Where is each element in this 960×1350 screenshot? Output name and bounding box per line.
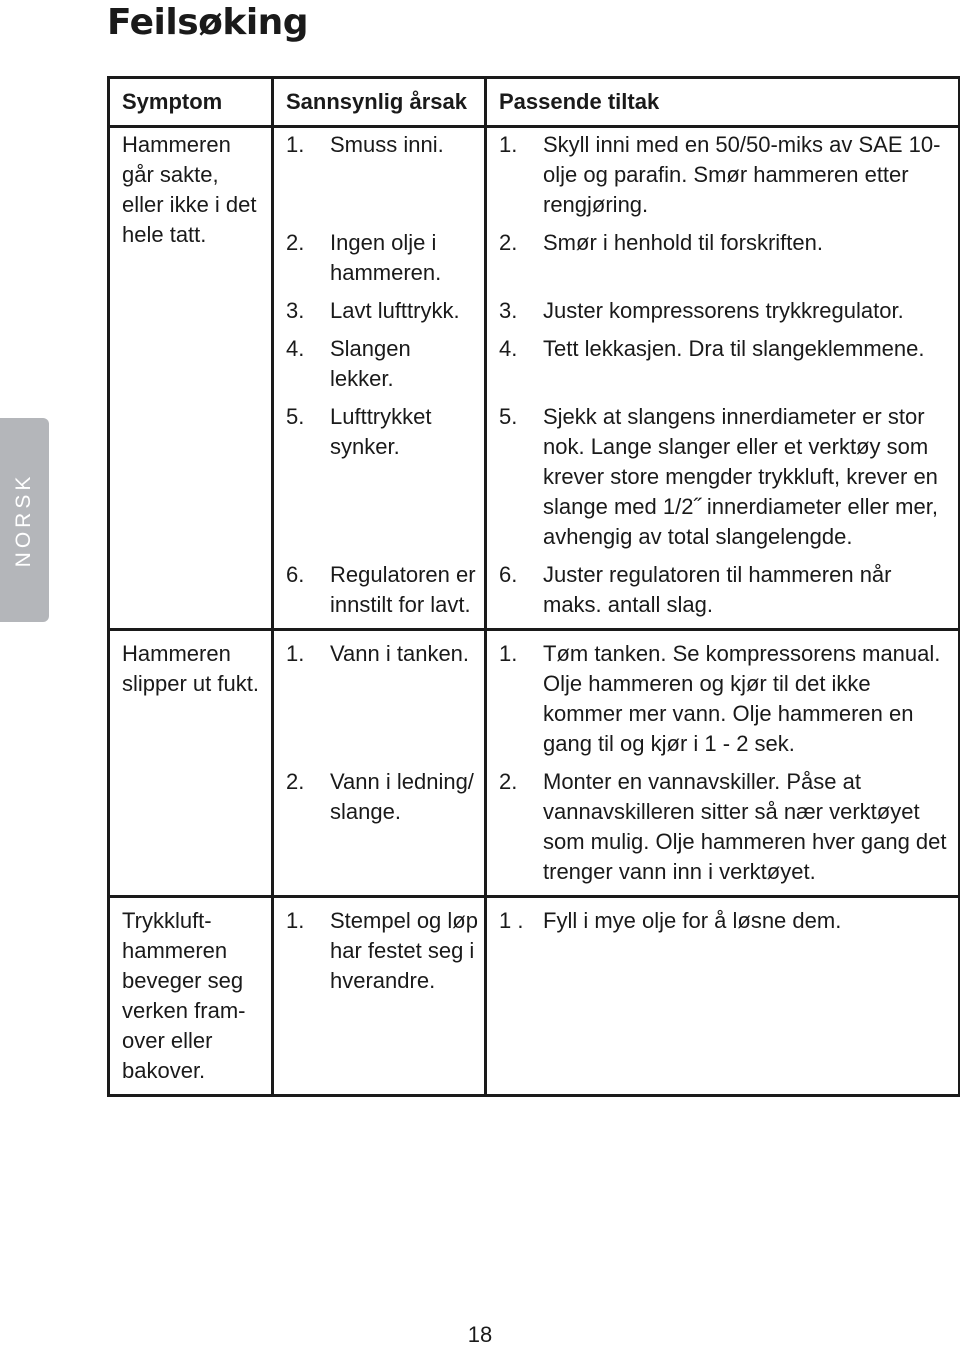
- cause-text: Ingen olje i hammeren.: [330, 230, 442, 285]
- cause-number: 3.: [286, 298, 305, 323]
- action-number: 4.: [499, 336, 518, 361]
- action-cell: [486, 552, 960, 630]
- cause-text: Lufttrykket synker.: [330, 404, 432, 459]
- cause-cell: [273, 897, 486, 1096]
- page-number: 18: [467, 1322, 493, 1347]
- action-cell: [486, 759, 960, 897]
- troubleshooting-table: [107, 76, 960, 1097]
- cause-cell: [273, 630, 486, 760]
- action-text: Skyll inni med en 50/50-miks av SAE 10-olje og parafin. Smør hammeren etter rengjøring.: [543, 132, 941, 217]
- action-number: 2.: [499, 769, 518, 794]
- action-cell: [486, 897, 960, 1096]
- action-cell: [486, 288, 960, 326]
- cause-cell: [273, 288, 486, 326]
- cause-number: 2.: [286, 769, 305, 794]
- symptom-cell: Hammeren slipper ut fukt.: [109, 630, 273, 897]
- language-side-tab-label: NORSK: [12, 472, 35, 568]
- action-cell: [486, 630, 960, 760]
- action-number: 1.: [499, 641, 518, 666]
- table-header-row: [109, 78, 960, 127]
- cause-text: Vann i tanken.: [330, 641, 470, 666]
- action-number: 1 .: [499, 908, 524, 933]
- action-number: 3.: [499, 298, 518, 323]
- action-cell: [486, 394, 960, 552]
- action-cell: [486, 220, 960, 288]
- table-row: [109, 897, 960, 1096]
- page-title: Feilsøking: [107, 2, 309, 43]
- cause-number: 1.: [286, 132, 305, 157]
- action-text: Tett lekkasjen. Dra til slangeklemmene.: [543, 336, 925, 361]
- action-text: Fyll i mye olje for å løsne dem.: [543, 908, 842, 933]
- cause-cell: [273, 220, 486, 288]
- cause-text: Regulatoren er innstilt for lavt.: [330, 562, 476, 617]
- cause-text: Vann i ledning/ slange.: [330, 769, 474, 824]
- action-text: Juster regulatoren til hammeren når maks. antall slag.: [543, 562, 892, 617]
- table-row: [109, 630, 960, 760]
- header-action: Passende tiltak: [486, 78, 960, 127]
- cause-number: 6.: [286, 562, 305, 587]
- cause-number: 5.: [286, 404, 305, 429]
- header-symptom: Symptom: [109, 78, 273, 127]
- cause-number: 4.: [286, 336, 305, 361]
- cause-cell: [273, 552, 486, 630]
- cause-text: Smuss inni.: [330, 132, 444, 157]
- action-cell: [486, 127, 960, 221]
- action-text: Smør i henhold til forskriften.: [543, 230, 823, 255]
- cause-cell: [273, 759, 486, 897]
- cause-text: Lavt lufttrykk.: [330, 298, 460, 323]
- cause-text: Slangen lekker.: [330, 336, 411, 391]
- cause-number: 2.: [286, 230, 305, 255]
- table-row: [109, 127, 960, 221]
- action-text: Monter en vannavskiller. Påse at vannavskilleren sitter så nær verktøyet som mulig. Olje hammeren hver gang det trenger vann inn i verktøyet.: [543, 769, 947, 884]
- action-number: 1.: [499, 132, 518, 157]
- action-cell: [486, 326, 960, 394]
- action-number: 2.: [499, 230, 518, 255]
- action-number: 6.: [499, 562, 518, 587]
- cause-cell: [273, 394, 486, 552]
- action-text: Juster kompressorens trykkregulator.: [543, 298, 904, 323]
- symptom-cell: Trykkluft-hammeren beveger seg verken fram-over eller bakover.: [109, 897, 273, 1096]
- cause-text: Stempel og løp har festet seg i hverandre.: [330, 908, 478, 993]
- cause-cell: [273, 326, 486, 394]
- action-text: Sjekk at slangens innerdiameter er stor nok. Lange slanger eller et verktøy som krever store mengder trykkluft, krever en slange med 1/2˝ innerdiameter eller mer, avhengig av total slangelengde.: [543, 404, 938, 549]
- header-cause: Sannsynlig årsak: [273, 78, 486, 127]
- cause-number: 1.: [286, 641, 305, 666]
- cause-cell: [273, 127, 486, 221]
- action-number: 5.: [499, 404, 518, 429]
- cause-number: 1.: [286, 908, 305, 933]
- action-text: Tøm tanken. Se kompressorens manual. Olje hammeren og kjør til det ikke kommer mer vann. Olje hammeren en gang til og kjør i 1 - 2 sek.: [543, 641, 941, 756]
- symptom-cell: Hammeren går sakte, eller ikke i det hele tatt.: [109, 127, 273, 630]
